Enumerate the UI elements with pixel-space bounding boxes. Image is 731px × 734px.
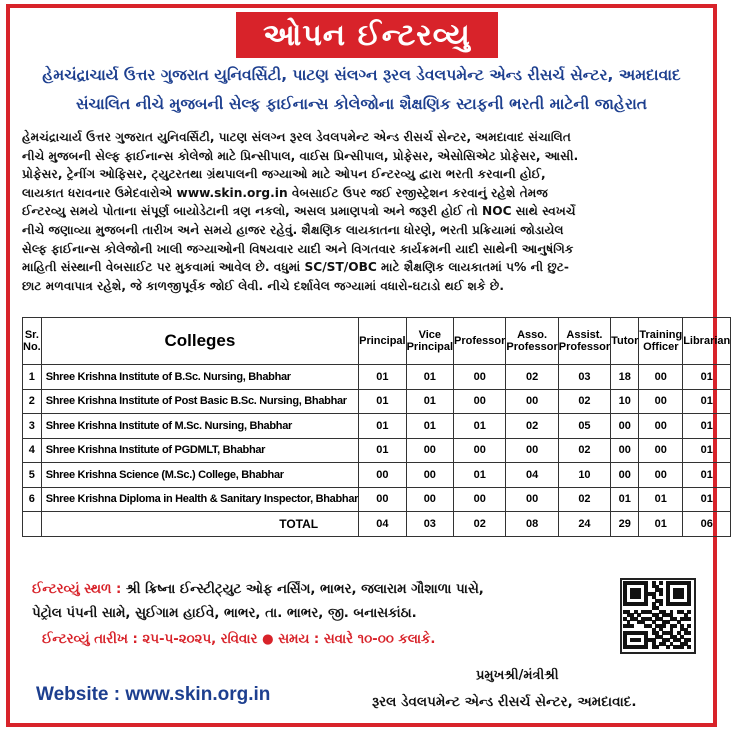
vacancy-count: 01: [406, 414, 453, 439]
vacancy-count: 01: [359, 438, 406, 463]
vacancy-count: 01: [406, 365, 453, 390]
heading-line-1: હેમચંદ્રાચાર્ય ઉત્તર ગુજરાત યુનિવર્સિટી, પાટણ સંલગ્ન રૂરલ ડેવલપમેન્ટ એન્ડ રીસર્ચ સેન્ટર, અમદાવાદ: [42, 66, 681, 84]
notice-paragraph: [22, 128, 702, 295]
paragraph-line: નીચે મુજબની સેલ્ફ ફાઈનાન્સ કોલેજો માટે પ્રિન્સીપાલ, વાઈસ પ્રિન્સીપાલ, પ્રોફેસર, એસોસિએટ પ્રોફેસર, આસી.: [22, 148, 579, 163]
vacancy-count: 02: [506, 365, 558, 390]
qr-module: [680, 595, 684, 599]
heading-line-2: સંચાલિત નીચે મુજબની સેલ્ફ ફાઈનાન્સ કોલેજોના શૈક્ષણિક સ્ટાફની ભરતી માટેની જાહેરાત: [75, 95, 648, 113]
qr-module: [637, 595, 641, 599]
vacancy-count: 01: [639, 487, 683, 512]
vacancy-count: 10: [558, 463, 610, 488]
total-cell: 04: [359, 512, 406, 537]
total-cell: 29: [611, 512, 639, 537]
qr-code-icon: [620, 578, 696, 654]
row-number: 4: [23, 438, 42, 463]
vacancy-count: 01: [406, 389, 453, 414]
vacancy-count: 00: [506, 487, 558, 512]
qr-module: [673, 624, 677, 628]
total-cell: 08: [506, 512, 558, 537]
open-interview-banner: ઓપન ઈન્ટરવ્યુ: [236, 12, 498, 58]
college-name: Shree Krishna Institute of B.Sc. Nursing, Bhabhar: [41, 365, 358, 390]
vacancy-count: 01: [683, 365, 731, 390]
vacancy-count: 01: [611, 487, 639, 512]
header-sr-no: Sr. No.: [23, 318, 42, 365]
vacancy-count: 00: [611, 438, 639, 463]
qr-module: [659, 581, 663, 585]
vacancy-count: 01: [683, 414, 731, 439]
vacancy-count: 02: [558, 487, 610, 512]
header-vice-principal: Vice Principal: [406, 318, 453, 365]
row-number: 1: [23, 365, 42, 390]
vacancy-count: 01: [359, 365, 406, 390]
vacancy-count: 04: [506, 463, 558, 488]
header-tutor: Tutor: [611, 318, 639, 365]
header-professor: Professor: [454, 318, 506, 365]
total-cell: 02: [454, 512, 506, 537]
qr-module: [666, 645, 670, 649]
vacancy-count: 00: [406, 438, 453, 463]
qr-module: [680, 645, 684, 649]
qr-module: [687, 645, 691, 649]
header-librarian: Librarian: [683, 318, 731, 365]
paragraph-line: ઈન્ટરવ્યુ સમયે પોતાના સંપૂર્ણ બાયોડેટાની ત્રણ નકલો, અસલ પ્રમાણપત્રો અને જરૂરી હોઈ તો NOC સાથે સ્વખર્ચે: [22, 204, 576, 219]
qr-module: [644, 602, 648, 606]
total-cell: 03: [406, 512, 453, 537]
venue-line-2: પેટ્રોલ પંપની સામે, સુઈગામ હાઈવે, ભાભર, તા. ભાભર, જી. બનાસકાંઠા.: [32, 606, 417, 621]
vacancy-count: 01: [359, 414, 406, 439]
table-row: [23, 389, 731, 414]
interview-venue: [32, 578, 612, 626]
vacancy-count: 01: [359, 389, 406, 414]
vacancy-count: 00: [454, 438, 506, 463]
vacancy-count: 03: [558, 365, 610, 390]
venue-label: ઈન્ટરવ્યું સ્થળ :: [32, 582, 122, 597]
vacancy-count: 01: [454, 414, 506, 439]
header-assist-professor: Assist. Professor: [558, 318, 610, 365]
qr-module: [655, 645, 659, 649]
website-link[interactable]: Website : www.skin.org.in: [36, 684, 271, 705]
vacancy-count: 00: [639, 463, 683, 488]
row-number: 2: [23, 389, 42, 414]
qr-module: [687, 624, 691, 628]
table-row: [23, 414, 731, 439]
venue-line-1: શ્રી ક્રિષ્ના ઈન્સ્ટીટ્યુટ ઓફ નર્સિંગ, ભાભર, જલારામ ગૌશાળા પાસે,: [125, 582, 484, 597]
college-name: Shree Krishna Institute of Post Basic B.Sc. Nursing, Bhabhar: [41, 389, 358, 414]
vacancy-count: 00: [639, 438, 683, 463]
paragraph-line: લાયકાત ધરાવનાર ઉમેદવારોએ www.skin.org.in વેબસાઈટ ઉપર જઈ રજીસ્ટ્રેશન કરવાનું રહેશે તેમજ: [22, 185, 548, 200]
qr-module: [687, 610, 691, 614]
vacancy-table: [22, 317, 731, 537]
header-training-officer: Training Officer: [639, 318, 683, 365]
college-name: Shree Krishna Diploma in Health & Sanitary Inspector, Bhabhar: [41, 487, 358, 512]
table-row: [23, 487, 731, 512]
row-number: 5: [23, 463, 42, 488]
qr-module: [637, 638, 641, 642]
vacancy-count: 00: [639, 389, 683, 414]
row-number: 3: [23, 414, 42, 439]
total-cell: 06: [683, 512, 731, 537]
paragraph-line: નીચે જણાવ્યા મુજબની તારીખ અને સમયે હાજર રહેવું. શૈક્ષણિક લાયકાતના ધોરણે, ભરતી પ્રક્રિયામાં જોડાયેલ: [22, 222, 564, 237]
vacancy-count: 00: [506, 438, 558, 463]
advertisement-frame: [6, 4, 731, 727]
table-total-row: [23, 512, 731, 537]
qr-module: [630, 624, 634, 628]
vacancy-count: 01: [683, 438, 731, 463]
vacancy-count: 00: [454, 487, 506, 512]
qr-module: [687, 638, 691, 642]
qr-module: [659, 602, 663, 606]
paragraph-line: છાટ મળવાપાત્ર રહેશે, જે કાળજીપૂર્વક જોઈ લેવી. નીચે દર્શાવેલ જગ્યામાં વધારો-ઘટાડો થઈ શકે છે.: [22, 278, 504, 293]
vacancy-count: 00: [406, 463, 453, 488]
header-asso-professor: Asso. Professor: [506, 318, 558, 365]
vacancy-count: 01: [683, 389, 731, 414]
interview-date-time: ઈન્ટરવ્યું તારીખ : ૨૫-૫-૨૦૨૫, રવિવાર ● સમય : સવારે ૧૦-૦૦ કલાકે.: [42, 632, 436, 647]
paragraph-line: સેલ્ફ ફાઈનાન્સ કોલેજોની ખાલી જગ્યાઓની વિષયવાર યાદી અને વિગતવાર કાર્યક્રમની યાદી સાથેની આનુષંગિક: [22, 241, 574, 256]
qr-module: [687, 602, 691, 606]
total-blank: [23, 512, 42, 537]
vacancy-count: 00: [611, 463, 639, 488]
total-label: TOTAL: [41, 512, 358, 537]
qr-module: [687, 617, 691, 621]
table-header-row: [23, 318, 731, 365]
table-row: [23, 438, 731, 463]
vacancy-count: 00: [639, 365, 683, 390]
qr-module: [687, 631, 691, 635]
vacancy-count: 00: [454, 365, 506, 390]
vacancy-count: 01: [683, 487, 731, 512]
vacancy-count: 02: [506, 414, 558, 439]
vacancy-count: 00: [639, 414, 683, 439]
total-cell: 01: [639, 512, 683, 537]
vacancy-count: 00: [454, 389, 506, 414]
vacancy-count: 05: [558, 414, 610, 439]
vacancy-count: 00: [406, 487, 453, 512]
header-colleges: Colleges: [41, 318, 358, 365]
signatory-title: પ્રમુખશ્રી/મંત્રીશ્રી: [476, 668, 559, 683]
qr-module: [662, 624, 666, 628]
paragraph-line: હેમચંદ્રાચાર્ય ઉત્તર ગુજરાત યુનિવર્સિટી, પાટણ સંલગ્ન રૂરલ ડેવલપમેન્ટ એન્ડ રીસર્ચ સેન્ટર, અમદાવાદ સંચાલિત: [22, 130, 571, 144]
row-number: 6: [23, 487, 42, 512]
table-row: [23, 365, 731, 390]
vacancy-count: 02: [558, 438, 610, 463]
total-cell: 24: [558, 512, 610, 537]
college-name: Shree Krishna Science (M.Sc.) College, Bhabhar: [41, 463, 358, 488]
vacancy-count: 10: [611, 389, 639, 414]
vacancy-count: 18: [611, 365, 639, 390]
vacancy-count: 00: [611, 414, 639, 439]
signatory-org: રૂરલ ડેવલપમેન્ટ એન્ડ રીસર્ચ સેન્ટર, અમદાવાદ.: [372, 694, 637, 710]
vacancy-count: 01: [454, 463, 506, 488]
table-row: [23, 463, 731, 488]
header-principal: Principal: [359, 318, 406, 365]
vacancy-count: 00: [506, 389, 558, 414]
vacancy-count: 00: [359, 463, 406, 488]
paragraph-line: માહિતી સંસ્થાની વેબસાઈટ પર મુકવામાં આવેલ છે. વધુમાં SC/ST/OBC માટે શૈક્ષણિક લાયકાતમાં ૫% ની છુટ-: [22, 260, 569, 275]
vacancy-count: 01: [683, 463, 731, 488]
paragraph-line: પ્રોફેસર, ટ્રેનીંગ ઓફિસર, ટ્યુટરતથા ગ્રંથપાલની જગ્યાઓ માટે ઓપન ઈન્ટરવ્યુ દ્વારા ભરતી કરવાની હોઈ,: [22, 167, 546, 182]
qr-module: [644, 645, 648, 649]
college-name: Shree Krishna Institute of M.Sc. Nursing, Bhabhar: [41, 414, 358, 439]
vacancy-count: 02: [558, 389, 610, 414]
college-name: Shree Krishna Institute of PGDMLT, Bhabhar: [41, 438, 358, 463]
vacancy-count: 00: [359, 487, 406, 512]
qr-module: [659, 592, 663, 596]
